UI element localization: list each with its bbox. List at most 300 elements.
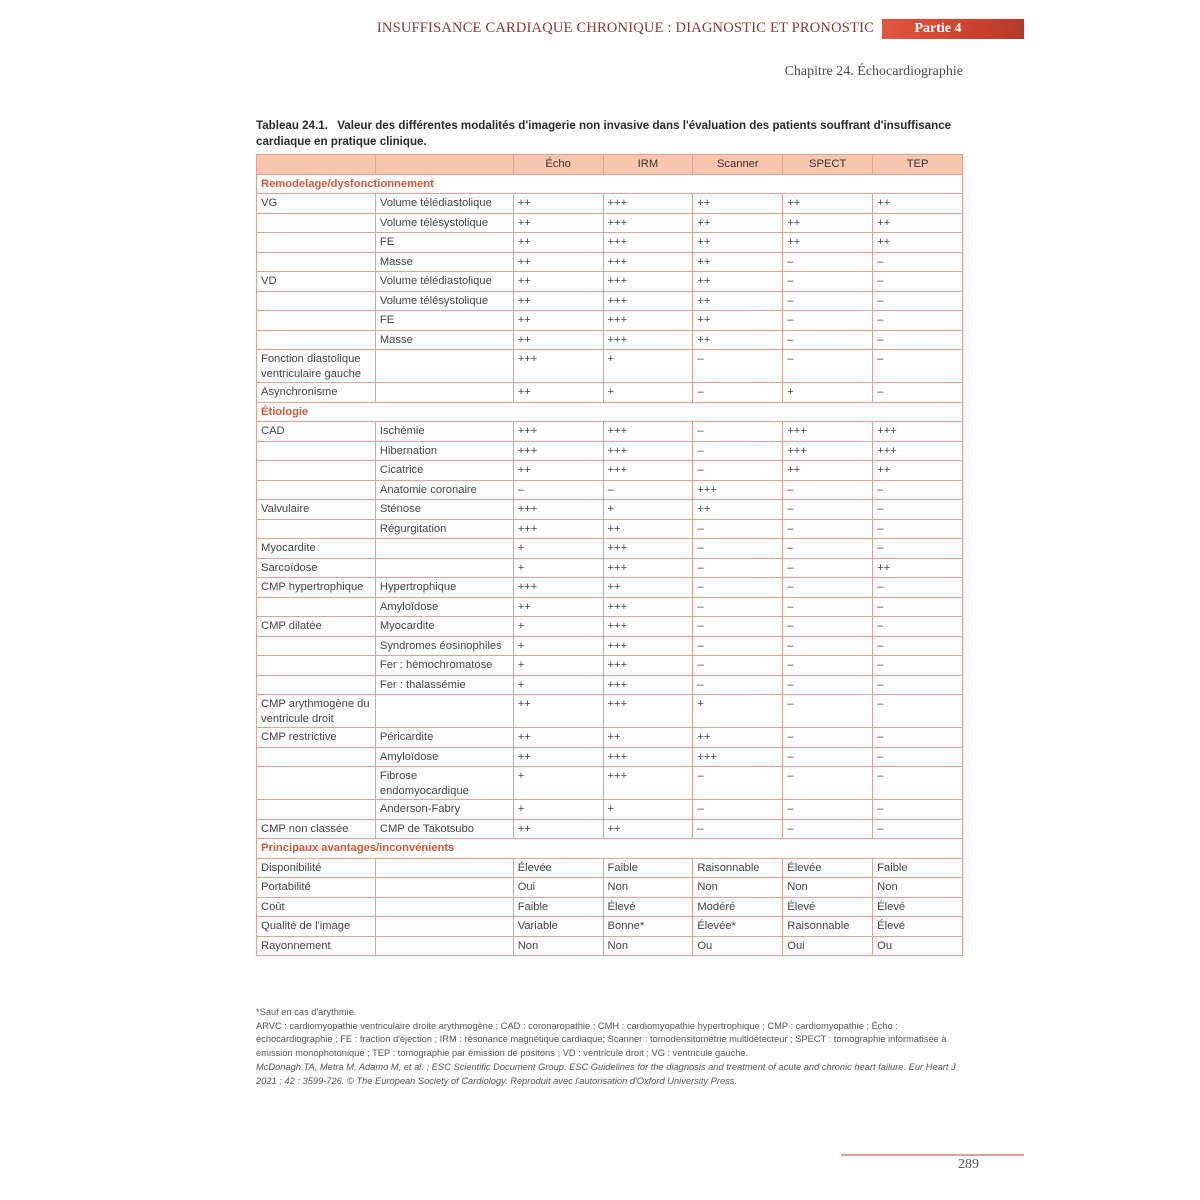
cell-irm: +++ — [603, 252, 693, 272]
cell-spect: – — [783, 480, 873, 500]
row-category — [257, 252, 376, 272]
cell-spect: Raisonnable — [783, 917, 873, 937]
row-parameter: Fer : hémochromatose — [375, 656, 513, 676]
cell-tep: – — [873, 636, 963, 656]
cell-scanner: – — [693, 767, 783, 800]
section-title: Principaux avantages/inconvénients — [257, 839, 963, 859]
cell-spect: – — [783, 675, 873, 695]
row-parameter: CMP de Takotsubo — [375, 819, 513, 839]
cell-echo: + — [513, 767, 603, 800]
row-category — [257, 330, 376, 350]
row-category — [257, 461, 376, 481]
row-parameter: Fer : thalassémie — [375, 675, 513, 695]
cell-scanner: – — [693, 578, 783, 598]
cell-scanner: – — [693, 656, 783, 676]
table-row — [257, 767, 963, 800]
row-parameter: FE — [375, 233, 513, 253]
cell-echo: ++ — [513, 728, 603, 748]
cell-scanner: ++ — [693, 291, 783, 311]
row-parameter: Péricardite — [375, 728, 513, 748]
cell-scanner: ++ — [693, 728, 783, 748]
cell-tep: – — [873, 617, 963, 637]
row-parameter — [375, 878, 513, 898]
row-parameter: Régurgitation — [375, 519, 513, 539]
chapter-title: Chapitre 24. Échocardiographie — [784, 64, 963, 79]
cell-irm: +++ — [603, 291, 693, 311]
cell-scanner: – — [693, 539, 783, 559]
row-parameter — [375, 917, 513, 937]
section-row — [257, 174, 963, 194]
table-row — [257, 272, 963, 292]
row-category: Disponibilité — [257, 858, 376, 878]
cell-irm: +++ — [603, 213, 693, 233]
cell-irm: Faible — [603, 858, 693, 878]
cell-echo: + — [513, 636, 603, 656]
column-header-tep: TEP — [873, 155, 963, 175]
cell-echo: +++ — [513, 441, 603, 461]
cell-scanner: Ou — [693, 936, 783, 956]
row-parameter: Volume télésystolique — [375, 213, 513, 233]
section-row — [257, 402, 963, 422]
cell-spect: – — [783, 617, 873, 637]
cell-irm: +++ — [603, 194, 693, 214]
cell-spect: Non — [783, 878, 873, 898]
cell-scanner: ++ — [693, 213, 783, 233]
row-parameter: Volume télésystolique — [375, 291, 513, 311]
table-notes — [256, 1006, 964, 1088]
abbreviations: ARVC : cardiomyopathie ventriculaire droite arythmogène ; CAD : coronaropathie ; CMH : cardiomyopathie hypertrophique ; CMP : cardiomyopathie ; Écho : échocardiographie ; FE : fraction d'éjection ; IRM : résonance magnétique cardiaque; Scanner : tomodensitométrie multidétecteur ; SPECT : tomographie informatisée à émission monophotonique ; TEP : tomographie par émission de positons ; VD : ventricule droit ; VG : ventricule gauche. — [256, 1020, 947, 1059]
caption-text: Valeur des différentes modalités d'imagerie non invasive dans l'évaluation des patients souffrant d'insuffisance cardiaque en pratique clinique. — [256, 119, 952, 148]
cell-echo: ++ — [513, 695, 603, 728]
cell-tep: – — [873, 675, 963, 695]
row-category — [257, 800, 376, 820]
cell-tep: – — [873, 597, 963, 617]
cell-scanner: – — [693, 383, 783, 403]
cell-spect: +++ — [783, 422, 873, 442]
cell-tep: ++ — [873, 461, 963, 481]
cell-spect: – — [783, 695, 873, 728]
cell-irm: +++ — [603, 233, 693, 253]
cell-spect: – — [783, 800, 873, 820]
cell-irm: +++ — [603, 675, 693, 695]
table-row — [257, 617, 963, 637]
cell-tep: – — [873, 747, 963, 767]
cell-scanner: – — [693, 519, 783, 539]
cell-tep: – — [873, 656, 963, 676]
cell-tep: Élevé — [873, 897, 963, 917]
cell-spect: ++ — [783, 194, 873, 214]
cell-scanner: ++ — [693, 500, 783, 520]
row-parameter: Cicatrice — [375, 461, 513, 481]
cell-scanner: +++ — [693, 480, 783, 500]
cell-echo: ++ — [513, 747, 603, 767]
cell-scanner: ++ — [693, 330, 783, 350]
imaging-modalities-table — [256, 154, 963, 956]
cell-echo: +++ — [513, 500, 603, 520]
cell-echo: + — [513, 539, 603, 559]
table-row — [257, 728, 963, 748]
cell-echo: +++ — [513, 422, 603, 442]
cell-tep: Ou — [873, 936, 963, 956]
cell-scanner: +++ — [693, 747, 783, 767]
cell-irm: +++ — [603, 597, 693, 617]
cell-tep: – — [873, 500, 963, 520]
cell-tep: – — [873, 480, 963, 500]
running-title: INSUFFISANCE CARDIAQUE CHRONIQUE : DIAGNOSTIC ET PRONOSTIC — [376, 20, 874, 36]
cell-echo: + — [513, 617, 603, 637]
row-parameter: Anatomie coronaire — [375, 480, 513, 500]
cell-irm: ++ — [603, 519, 693, 539]
citation: McDonagh TA, Metra M, Adamo M, et al. ; ESC Scientific Document Group. ESC Guidelines for the diagnosis and treatment of acute and chronic heart failure. Eur Heart J 2021 ; 42 : 3599-726. © The European Society of Cardiology. Reproduit avec l'autorisation d'Oxford University Press. — [256, 1061, 956, 1086]
cell-scanner: – — [693, 617, 783, 637]
row-parameter: FE — [375, 311, 513, 331]
cell-tep: – — [873, 578, 963, 598]
row-category — [257, 441, 376, 461]
cell-irm: ++ — [603, 728, 693, 748]
table-row — [257, 819, 963, 839]
cell-echo: + — [513, 558, 603, 578]
cell-scanner: – — [693, 422, 783, 442]
table-row — [257, 350, 963, 383]
column-header-irm: IRM — [603, 155, 693, 175]
cell-echo: + — [513, 656, 603, 676]
cell-irm: +++ — [603, 636, 693, 656]
cell-tep: – — [873, 767, 963, 800]
row-parameter — [375, 695, 513, 728]
cell-scanner: – — [693, 819, 783, 839]
cell-spect: – — [783, 350, 873, 383]
cell-spect: Élevée — [783, 858, 873, 878]
cell-tep: +++ — [873, 422, 963, 442]
row-parameter: Sténose — [375, 500, 513, 520]
row-category: Sarcoïdose — [257, 558, 376, 578]
cell-tep: – — [873, 728, 963, 748]
cell-tep: – — [873, 252, 963, 272]
part-label: Partie 4 — [882, 19, 1024, 39]
row-parameter: Ischémie — [375, 422, 513, 442]
row-category: CMP non classée — [257, 819, 376, 839]
table-row — [257, 422, 963, 442]
cell-irm: + — [603, 500, 693, 520]
row-category: Portabilité — [257, 878, 376, 898]
table-row — [257, 519, 963, 539]
cell-echo: ++ — [513, 311, 603, 331]
cell-irm: – — [603, 480, 693, 500]
cell-scanner: + — [693, 695, 783, 728]
cell-tep: ++ — [873, 213, 963, 233]
cell-tep: Non — [873, 878, 963, 898]
row-parameter: Anderson-Fabry — [375, 800, 513, 820]
cell-irm: + — [603, 383, 693, 403]
table-row — [257, 656, 963, 676]
table-row — [257, 597, 963, 617]
row-parameter: Masse — [375, 330, 513, 350]
cell-scanner: – — [693, 636, 783, 656]
row-parameter — [375, 858, 513, 878]
cell-scanner: Non — [693, 878, 783, 898]
cell-tep: – — [873, 519, 963, 539]
table-body — [257, 174, 963, 956]
column-header-scanner: Scanner — [693, 155, 783, 175]
cell-irm: ++ — [603, 819, 693, 839]
cell-tep: ++ — [873, 233, 963, 253]
table-row — [257, 695, 963, 728]
cell-tep: – — [873, 695, 963, 728]
cell-irm: +++ — [603, 330, 693, 350]
cell-irm: +++ — [603, 311, 693, 331]
cell-scanner: ++ — [693, 194, 783, 214]
table-row — [257, 558, 963, 578]
table-row — [257, 330, 963, 350]
cell-tep: – — [873, 539, 963, 559]
cell-irm: ++ — [603, 578, 693, 598]
cell-scanner: Modéré — [693, 897, 783, 917]
cell-irm: +++ — [603, 558, 693, 578]
table-row — [257, 291, 963, 311]
row-category — [257, 597, 376, 617]
row-parameter: Amyloïdose — [375, 597, 513, 617]
cell-irm: Bonne* — [603, 917, 693, 937]
cell-spect: – — [783, 500, 873, 520]
cell-spect: – — [783, 728, 873, 748]
cell-spect: – — [783, 747, 873, 767]
table-row — [257, 917, 963, 937]
cell-spect: – — [783, 330, 873, 350]
cell-irm: Non — [603, 878, 693, 898]
cell-irm: +++ — [603, 747, 693, 767]
cell-echo: + — [513, 800, 603, 820]
cell-echo: Élevée — [513, 858, 603, 878]
section-row — [257, 839, 963, 859]
cell-spect: – — [783, 539, 873, 559]
cell-spect: – — [783, 597, 873, 617]
cell-irm: Élevé — [603, 897, 693, 917]
cell-tep: +++ — [873, 441, 963, 461]
row-parameter: Volume télédiastolique — [375, 272, 513, 292]
cell-echo: ++ — [513, 252, 603, 272]
table-row — [257, 480, 963, 500]
row-category — [257, 675, 376, 695]
cell-scanner: – — [693, 558, 783, 578]
cell-spect: ++ — [783, 233, 873, 253]
cell-irm: + — [603, 350, 693, 383]
cell-echo: +++ — [513, 578, 603, 598]
section-title: Remodelage/dysfonctionnement — [257, 174, 963, 194]
row-category — [257, 291, 376, 311]
row-parameter — [375, 558, 513, 578]
table-row — [257, 194, 963, 214]
cell-spect: – — [783, 578, 873, 598]
table-row — [257, 252, 963, 272]
cell-spect: – — [783, 311, 873, 331]
cell-echo: Faible — [513, 897, 603, 917]
cell-spect: ++ — [783, 461, 873, 481]
row-category: Valvulaire — [257, 500, 376, 520]
cell-spect: – — [783, 656, 873, 676]
table-row — [257, 878, 963, 898]
cell-scanner: – — [693, 441, 783, 461]
cell-scanner: – — [693, 597, 783, 617]
table-row — [257, 500, 963, 520]
cell-irm: +++ — [603, 695, 693, 728]
footer-rule — [841, 1154, 1024, 1156]
table-row — [257, 800, 963, 820]
cell-spect: – — [783, 291, 873, 311]
table-row — [257, 897, 963, 917]
cell-irm: +++ — [603, 272, 693, 292]
cell-spect: + — [783, 383, 873, 403]
row-parameter: Volume télédiastolique — [375, 194, 513, 214]
cell-tep: ++ — [873, 194, 963, 214]
cell-echo: ++ — [513, 272, 603, 292]
cell-echo: ++ — [513, 291, 603, 311]
footnote: *Sauf en cas d'arythmie. — [256, 1007, 357, 1017]
table-row — [257, 858, 963, 878]
row-category: Rayonnement — [257, 936, 376, 956]
cell-irm: +++ — [603, 617, 693, 637]
row-category: CAD — [257, 422, 376, 442]
cell-spect: – — [783, 819, 873, 839]
cell-scanner: – — [693, 350, 783, 383]
cell-tep: – — [873, 311, 963, 331]
cell-tep: – — [873, 272, 963, 292]
cell-spect: Élevé — [783, 897, 873, 917]
table-row — [257, 311, 963, 331]
row-category: Qualité de l'image — [257, 917, 376, 937]
table-header-row — [257, 155, 963, 175]
cell-scanner: Raisonnable — [693, 858, 783, 878]
cell-spect: Oui — [783, 936, 873, 956]
row-parameter: Myocardite — [375, 617, 513, 637]
table-number: Tableau 24.1. — [256, 119, 328, 132]
cell-irm: +++ — [603, 461, 693, 481]
row-category: CMP hypertrophique — [257, 578, 376, 598]
cell-echo: +++ — [513, 350, 603, 383]
running-head — [376, 19, 1024, 39]
cell-irm: +++ — [603, 767, 693, 800]
table-row — [257, 441, 963, 461]
row-category: VD — [257, 272, 376, 292]
cell-spect: – — [783, 558, 873, 578]
row-category — [257, 636, 376, 656]
row-parameter: Hypertrophique — [375, 578, 513, 598]
row-category: Fonction diastolique ventriculaire gauche — [257, 350, 376, 383]
cell-echo: ++ — [513, 383, 603, 403]
row-category — [257, 311, 376, 331]
row-parameter — [375, 383, 513, 403]
row-category: CMP dilatée — [257, 617, 376, 637]
cell-scanner: – — [693, 675, 783, 695]
cell-irm: +++ — [603, 539, 693, 559]
row-parameter — [375, 539, 513, 559]
cell-echo: ++ — [513, 330, 603, 350]
table-row — [257, 936, 963, 956]
row-category — [257, 656, 376, 676]
cell-irm: Non — [603, 936, 693, 956]
column-header-spect: SPECT — [783, 155, 873, 175]
cell-echo: – — [513, 480, 603, 500]
cell-scanner: ++ — [693, 311, 783, 331]
section-title: Étiologie — [257, 402, 963, 422]
cell-irm: +++ — [603, 422, 693, 442]
row-category: Asynchronisme — [257, 383, 376, 403]
cell-echo: ++ — [513, 461, 603, 481]
column-header-echo: Écho — [513, 155, 603, 175]
table-caption — [256, 118, 964, 150]
row-category — [257, 519, 376, 539]
cell-echo: +++ — [513, 519, 603, 539]
cell-spect: – — [783, 272, 873, 292]
cell-irm: +++ — [603, 656, 693, 676]
cell-tep: – — [873, 350, 963, 383]
row-category: CMP restrictive — [257, 728, 376, 748]
row-category: Coût — [257, 897, 376, 917]
table-row — [257, 539, 963, 559]
cell-tep: – — [873, 800, 963, 820]
row-category — [257, 213, 376, 233]
row-category — [257, 767, 376, 800]
cell-echo: ++ — [513, 213, 603, 233]
column-header — [257, 155, 376, 175]
cell-echo: Non — [513, 936, 603, 956]
cell-echo: ++ — [513, 233, 603, 253]
table-row — [257, 636, 963, 656]
cell-scanner: – — [693, 800, 783, 820]
table-row — [257, 747, 963, 767]
row-category — [257, 480, 376, 500]
cell-spect: +++ — [783, 441, 873, 461]
cell-echo: ++ — [513, 597, 603, 617]
row-category: CMP arythmogène du ventricule droit — [257, 695, 376, 728]
row-parameter — [375, 897, 513, 917]
table-row — [257, 233, 963, 253]
cell-tep: Élevé — [873, 917, 963, 937]
table-row — [257, 213, 963, 233]
cell-tep: ++ — [873, 558, 963, 578]
row-category: VG — [257, 194, 376, 214]
page-number: 289 — [958, 1157, 979, 1172]
cell-scanner: Élevée* — [693, 917, 783, 937]
cell-spect: – — [783, 636, 873, 656]
cell-scanner: ++ — [693, 252, 783, 272]
table-row — [257, 383, 963, 403]
row-category — [257, 233, 376, 253]
cell-tep: – — [873, 819, 963, 839]
cell-irm: + — [603, 800, 693, 820]
cell-echo: Variable — [513, 917, 603, 937]
row-category: Myocardite — [257, 539, 376, 559]
column-header — [375, 155, 513, 175]
cell-tep: Faible — [873, 858, 963, 878]
table-row — [257, 578, 963, 598]
cell-irm: +++ — [603, 441, 693, 461]
cell-spect: – — [783, 252, 873, 272]
cell-echo: ++ — [513, 194, 603, 214]
cell-tep: – — [873, 291, 963, 311]
row-parameter — [375, 936, 513, 956]
cell-echo: + — [513, 675, 603, 695]
cell-tep: – — [873, 330, 963, 350]
cell-echo: ++ — [513, 819, 603, 839]
row-parameter: Hibernation — [375, 441, 513, 461]
cell-scanner: – — [693, 461, 783, 481]
row-parameter — [375, 350, 513, 383]
table-row — [257, 675, 963, 695]
cell-tep: – — [873, 383, 963, 403]
row-parameter: Amyloïdose — [375, 747, 513, 767]
row-parameter: Masse — [375, 252, 513, 272]
cell-spect: – — [783, 767, 873, 800]
